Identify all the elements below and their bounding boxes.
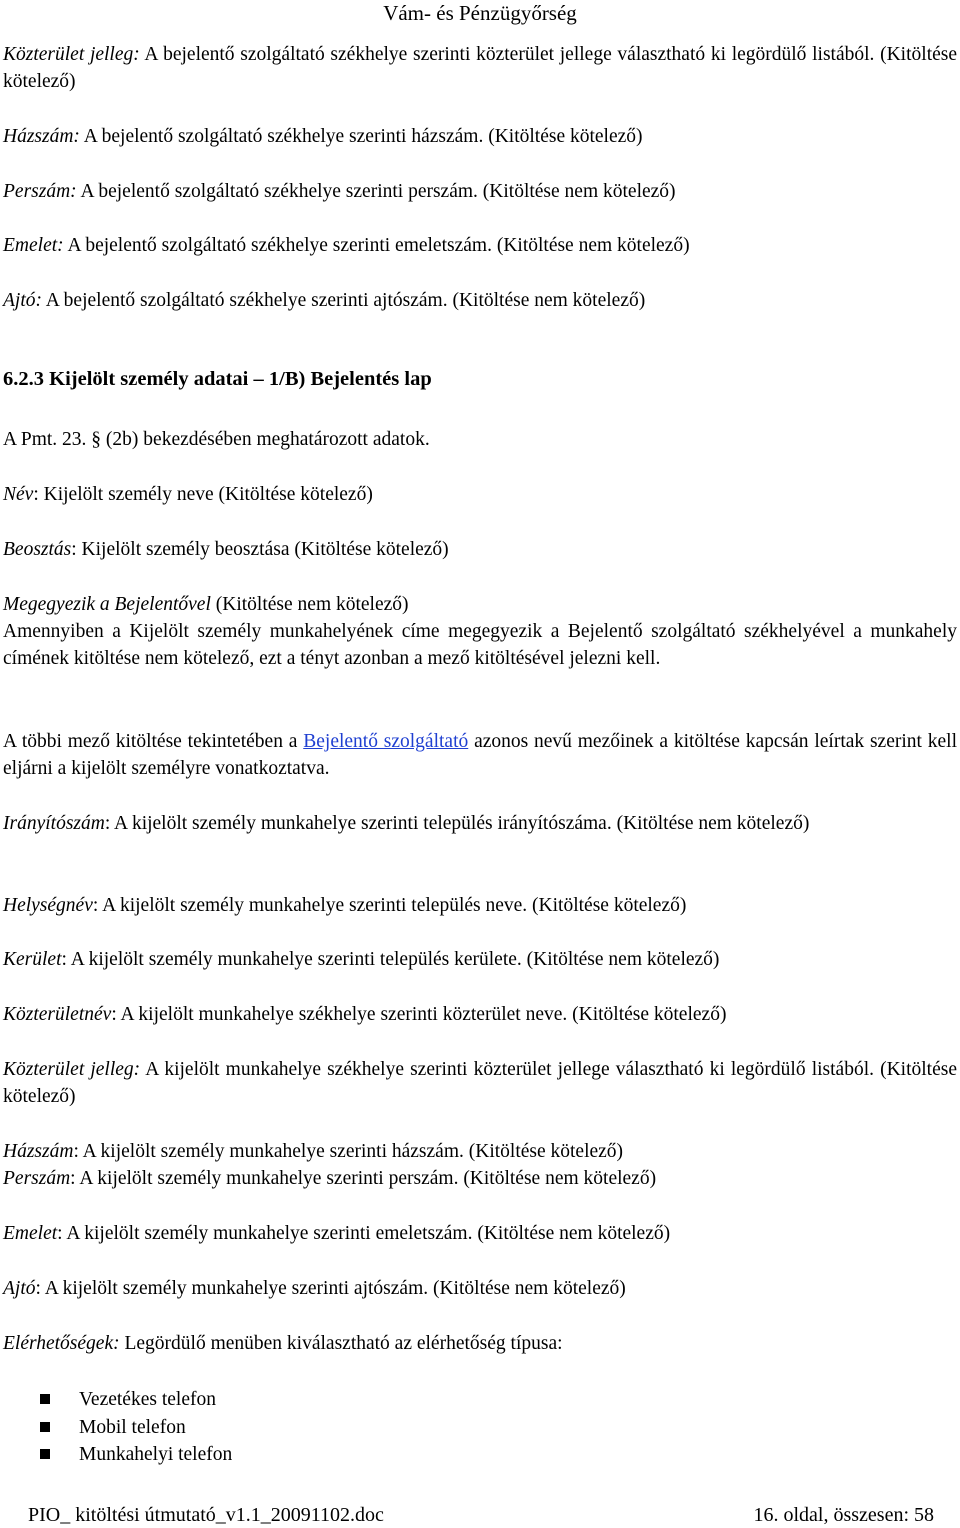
footer-page-number: 16. oldal, összesen: 58 xyxy=(753,1504,934,1526)
paragraph-hazszam-2 xyxy=(3,1138,957,1165)
field-description: : A kijelölt személy munkahelye szerinti ajtószám. (Kitöltése nem kötelező) xyxy=(35,1278,626,1299)
paragraph-kozteruletnev xyxy=(3,1001,957,1028)
list-item xyxy=(40,1386,232,1414)
field-label: Beosztás xyxy=(3,539,72,560)
field-description: : A kijelölt személy munkahelye szerinti település neve. (Kitöltése kötelező) xyxy=(92,895,687,916)
list-item-label: Mobil telefon xyxy=(79,1416,186,1438)
field-label: Név xyxy=(3,484,34,505)
field-label: Közterület jelleg: xyxy=(3,1059,141,1080)
paragraph-kozterulet-jelleg xyxy=(3,41,957,95)
field-description: A bejelentő szolgáltató székhelye szerinti emeletszám. (Kitöltése nem kötelező) xyxy=(63,235,690,256)
paragraph-megegyezik xyxy=(3,591,957,618)
field-description: A bejelentő szolgáltató székhelye szerinti perszám. (Kitöltése nem kötelező) xyxy=(76,181,676,202)
list-item-label: Munkahelyi telefon xyxy=(79,1444,233,1465)
field-description: A kijelölt munkahelye székhelye szerinti közterület jellege választható ki legördülő listából. (Kitöltése kötelező) xyxy=(3,1059,957,1107)
paragraph-helysegnev xyxy=(3,892,957,919)
paragraph-hazszam xyxy=(3,123,957,150)
list-item xyxy=(40,1441,232,1469)
field-description: A bejelentő szolgáltató székhelye szerinti házszám. (Kitöltése kötelező) xyxy=(79,126,643,147)
field-label: Kerület xyxy=(3,949,62,970)
field-label: Emelet xyxy=(3,1223,58,1244)
square-bullet-icon xyxy=(40,1422,50,1432)
field-label: Elérhetőségek: xyxy=(3,1333,120,1354)
paragraph-nev xyxy=(3,481,957,508)
square-bullet-icon xyxy=(40,1394,50,1404)
field-description: : A kijelölt személy munkahelye szerinti perszám. (Kitöltése nem kötelező) xyxy=(70,1168,657,1189)
field-label: Házszám: xyxy=(3,126,80,147)
page-header: Vám- és Pénzügyőrség xyxy=(383,1,577,25)
field-description: : A kijelölt személy munkahelye szerinti házszám. (Kitöltése kötelező) xyxy=(73,1141,624,1162)
paragraph-amennyiben: Amennyiben a Kijelölt személy munkahelyének címe megegyezik a Bejelentő szolgáltató székhelyével a munkahely címének kitöltése nem kötelező, ezt a tényt azonban a mező kitöltésével jelezni kell. xyxy=(3,621,957,669)
list-item xyxy=(40,1414,232,1442)
text-after-link: azonos nevű mezőinek a kitöltése kapcsán leírtak szerint kell eljárni a kijelölt személyre vonatkoztatva. xyxy=(3,731,957,779)
paragraph-kozterulet-jelleg-2 xyxy=(3,1056,957,1110)
field-description: : Kijelölt személy beosztása (Kitöltése kötelező) xyxy=(71,539,449,560)
list-item-label: Vezetékes telefon xyxy=(79,1389,216,1410)
text-before-link: A többi mező kitöltése tekintetében a xyxy=(3,731,304,752)
field-description: A bejelentő szolgáltató székhelye szerinti ajtószám. (Kitöltése nem kötelező) xyxy=(42,290,646,311)
field-description: (Kitöltése nem kötelező) xyxy=(210,594,409,615)
paragraph-ajto-2 xyxy=(3,1275,957,1302)
field-label: Közterületnév xyxy=(3,1004,112,1025)
bejelento-szolgaltato-link[interactable]: Bejelentő szolgáltató xyxy=(303,731,469,752)
field-description: : A kijelölt személy munkahelye szerinti település kerülete. (Kitöltése nem kötelező) xyxy=(61,949,720,970)
field-label: Közterület jelleg: xyxy=(3,44,140,65)
paragraph-elerhetosegek xyxy=(3,1330,957,1357)
field-description: A bejelentő szolgáltató székhelye szerinti közterület jellege választható ki legördülő listából. (Kitöltése kötelező) xyxy=(3,44,958,92)
intro-paragraph: A Pmt. 23. § (2b) bekezdésében meghatározott adatok. xyxy=(3,429,430,450)
field-label: Házszám xyxy=(3,1141,74,1162)
contact-type-list xyxy=(40,1386,232,1469)
paragraph-perszam xyxy=(3,178,957,205)
paragraph-emelet-2 xyxy=(3,1220,957,1247)
field-description: : Kijelölt személy neve (Kitöltése kötelező) xyxy=(33,484,373,505)
paragraph-ajto xyxy=(3,287,957,314)
paragraph-emelet xyxy=(3,232,957,259)
paragraph-perszam-2 xyxy=(3,1165,957,1192)
paragraph-iranyitoszam xyxy=(3,810,957,837)
paragraph-beosztas xyxy=(3,536,957,563)
field-label: Megegyezik a Bejelentővel xyxy=(3,594,211,615)
paragraph-kerulet xyxy=(3,946,957,973)
paragraph-tobbi-mezo xyxy=(3,728,957,782)
field-label: Ajtó: xyxy=(3,290,42,311)
field-label: Ajtó xyxy=(3,1278,36,1299)
field-label: Perszám xyxy=(3,1168,71,1189)
field-label: Emelet: xyxy=(3,235,64,256)
field-description: : A kijelölt személy munkahelye szerinti település irányítószáma. (Kitöltése nem kötelező) xyxy=(104,813,810,834)
field-label: Perszám: xyxy=(3,181,77,202)
field-label: Irányítószám xyxy=(3,813,105,834)
field-description: : A kijelölt munkahelye székhelye szerinti közterület neve. (Kitöltése kötelező) xyxy=(111,1004,727,1025)
footer-filename: PIO_ kitöltési útmutató_v1.1_20091102.doc xyxy=(28,1504,384,1526)
field-description: : A kijelölt személy munkahelye szerinti emeletszám. (Kitöltése nem kötelező) xyxy=(57,1223,671,1244)
square-bullet-icon xyxy=(40,1449,50,1459)
section-heading: 6.2.3 Kijelölt személy adatai – 1/B) Bejelentés lap xyxy=(3,368,432,390)
field-description: Legördülő menüben kiválasztható az elérhetőség típusa: xyxy=(119,1333,563,1354)
field-label: Helységnév xyxy=(3,895,93,916)
